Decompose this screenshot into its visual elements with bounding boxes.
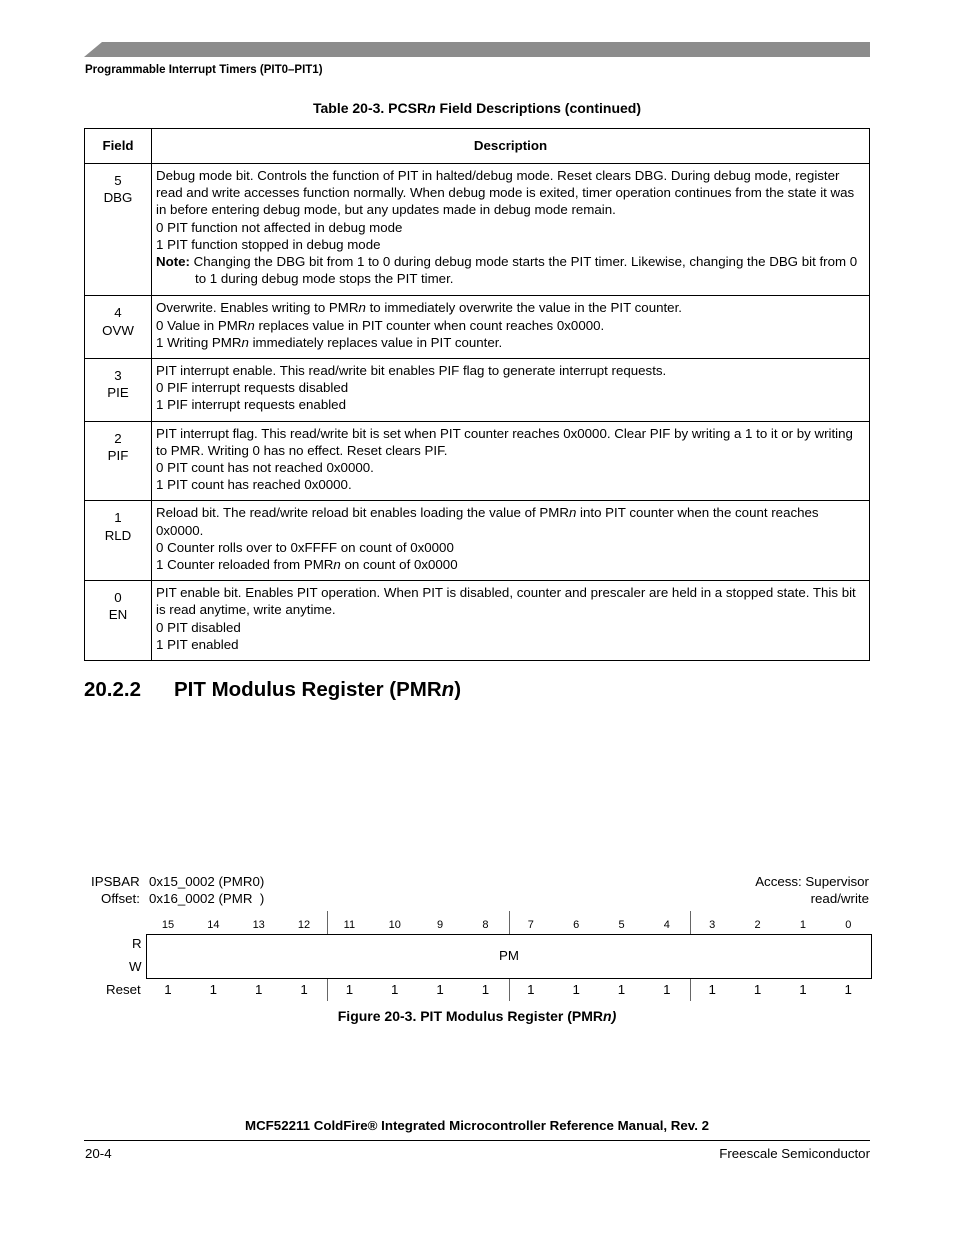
address-label-offset: Offset:: [101, 891, 140, 906]
bit-number-label: 5: [618, 919, 625, 931]
field-cell: [85, 501, 152, 581]
table-row: [85, 501, 870, 581]
address-value-pmr0: 0x15_0002 (PMR0): [149, 874, 265, 889]
address-label-ipsbar: IPSBAR: [91, 874, 140, 889]
bit-number-label: 11: [343, 919, 356, 931]
description-column-header: Description: [152, 129, 870, 164]
description-text: Debug mode bit. Controls the function of PIT in halted/debug mode. Reset clears DBG. During debug mode, register read and write accesses function normally. When debug mode is exited, timer operation continues from the state it was in before entering debug mode, but any updates made in debug mode remain.: [156, 168, 855, 218]
figure-caption-text: Figure 20-3. PIT Modulus Register (PMR: [337, 1008, 604, 1024]
access-line2: read/write: [810, 891, 869, 906]
table-title-prefix: Table 20-3. PCSR: [312, 100, 428, 116]
section-heading: [84, 678, 461, 702]
table-row: [85, 581, 870, 661]
bit-number: 1: [114, 510, 122, 526]
bit-number-label: 10: [388, 919, 401, 931]
field-name: DBG: [103, 190, 133, 206]
field-description-table: [84, 128, 870, 661]
note-label: Note:: [156, 254, 190, 270]
bit-number: 0: [114, 590, 122, 606]
field-name: PIE: [107, 385, 129, 401]
value-line: 0 PIT disabled: [156, 619, 241, 635]
bit-number-label: 1: [799, 919, 806, 931]
value-line: [156, 556, 863, 573]
reset-value: 1: [300, 982, 308, 997]
bit-number-label: 4: [663, 919, 670, 931]
description-cell: [152, 164, 870, 296]
description-cell: [152, 359, 870, 422]
table-row: [85, 359, 870, 422]
bit-number: 5: [114, 173, 122, 188]
pm-field-label: PM: [499, 948, 519, 963]
text-part: 1 Writing PMR: [156, 334, 242, 350]
text-var: n: [333, 557, 341, 573]
description-text: [156, 299, 863, 316]
table-title: [0, 100, 954, 116]
table-row: [85, 296, 870, 359]
figure-caption-var: n: [603, 1008, 612, 1024]
section-title-end: ): [454, 678, 462, 701]
reset-value: 1: [164, 982, 172, 997]
text-part: to immediately overwrite the value in the PIT counter.: [365, 300, 682, 316]
header-banner: [84, 42, 870, 57]
field-cell: [85, 421, 152, 501]
description-cell: [152, 581, 870, 661]
bit-number: 2: [114, 430, 122, 446]
reset-label: Reset: [106, 982, 141, 997]
value-line: 0 PIF interrupt requests disabled: [156, 380, 349, 396]
text-part: on count of 0x0000: [340, 557, 458, 573]
bit-number-label: 8: [482, 919, 489, 931]
figure-caption: [0, 1008, 954, 1024]
bit-number-label: 2: [754, 919, 761, 931]
note-text: Changing the DBG bit from 1 to 0 during debug mode starts the PIT timer. Likewise, changing the DBG bit from 0 to 1 during debug mode stops the PIT timer.: [189, 254, 858, 287]
bit-number: 3: [114, 368, 122, 384]
footer-title: MCF52211 ColdFire® Integrated Microcontroller Reference Manual, Rev. 2: [245, 1118, 709, 1133]
bit-number-label: 12: [297, 919, 311, 931]
address-value-pmr1: 0x16_0002 (PMR ): [149, 891, 265, 906]
company-name: Freescale Semiconductor: [719, 1146, 870, 1161]
value-line: 0 Counter rolls over to 0xFFFF on count of 0x0000: [156, 539, 454, 555]
bit-number-label: 0: [845, 919, 852, 931]
field-name: EN: [108, 607, 128, 623]
description-cell: [152, 421, 870, 501]
reset-value: 1: [572, 982, 580, 997]
text-var: n: [241, 334, 249, 350]
bit-number-label: 14: [207, 919, 220, 931]
description-text: PIT interrupt enable. This read/write bit enables PIF flag to generate interrupt requests.: [156, 363, 667, 379]
field-cell: [85, 296, 152, 359]
section-title-var: n: [441, 678, 455, 701]
text-part: 0 Value in PMR: [156, 317, 248, 333]
value-line: 1 PIF interrupt requests enabled: [156, 397, 346, 413]
reset-value: 1: [391, 982, 399, 997]
bit-number-label: 15: [161, 919, 175, 931]
nibble-divider: [327, 979, 328, 1001]
description-cell: [152, 501, 870, 581]
bit-number-label: 6: [573, 919, 580, 931]
nibble-divider: [690, 979, 691, 1001]
reset-value: 1: [345, 982, 354, 997]
value-line: 1 PIT count has reached 0x0000.: [156, 477, 352, 493]
field-name: RLD: [104, 527, 132, 543]
reset-value: 1: [663, 982, 671, 997]
nibble-divider: [327, 911, 328, 934]
pm-field-box: [146, 934, 872, 979]
value-line: 1 PIT enabled: [156, 636, 239, 652]
reset-value: 1: [436, 982, 444, 997]
nibble-divider: [509, 979, 510, 1001]
description-text: PIT interrupt flag. This read/write bit is set when PIT counter reaches 0x0000. Clear PIF by writing a 1 to it or by writing to PMR. Writing 0 has no effect. Reset clears PIF.: [156, 425, 853, 458]
text-part: into PIT counter when the count reaches 0x0000.: [156, 505, 819, 538]
field-cell: [85, 581, 152, 661]
field-name: PIF: [107, 447, 129, 463]
bit-number-label: 9: [437, 919, 444, 931]
note: [156, 253, 863, 287]
text-part: replaces value in PIT counter when count reaches 0x0000.: [254, 317, 605, 333]
text-var: n: [568, 505, 577, 521]
reset-value: 1: [844, 982, 852, 997]
value-line: [156, 334, 863, 351]
reset-value: 1: [209, 982, 218, 997]
value-line: 0 PIT function not affected in debug mode: [156, 219, 403, 235]
row-label-write: W: [129, 959, 142, 974]
section-title: PIT Modulus Register (PMR: [174, 678, 442, 701]
page-number: 20-4: [85, 1146, 112, 1161]
value-line: [156, 317, 863, 334]
table-header-row: [85, 129, 870, 164]
description-text: PIT enable bit. Enables PIT operation. When PIT is disabled, counter and prescaler are held in a stopped state. This bit is read anytime, write anytime.: [156, 585, 856, 618]
text-part: Reload bit. The read/write reload bit enables loading the value of PMR: [156, 505, 569, 521]
field-name: OVW: [102, 322, 134, 338]
nibble-divider: [509, 911, 510, 934]
value-line: 1 PIT function stopped in debug mode: [156, 236, 381, 252]
section-number: 20.2.2: [84, 678, 141, 701]
bit-number: 4: [114, 305, 122, 321]
reset-value: 1: [481, 982, 490, 997]
nibble-divider: [690, 911, 691, 934]
text-var: n: [358, 300, 366, 316]
description-cell: [152, 296, 870, 359]
bit-number-label: 7: [527, 919, 534, 931]
text-part: immediately replaces value in PIT counter.: [248, 334, 503, 350]
access-line1: Access: Supervisor: [755, 874, 869, 889]
table-title-var: n: [427, 100, 436, 116]
reset-value: 1: [254, 982, 263, 997]
bit-number-label: 13: [252, 919, 265, 931]
field-cell: [85, 359, 152, 422]
running-header: Programmable Interrupt Timers (PIT0–PIT1): [85, 64, 323, 76]
reset-value: 1: [753, 982, 762, 997]
footer-rule: [84, 1140, 870, 1141]
text-part: Overwrite. Enables writing to PMR: [156, 300, 359, 316]
table-row: [85, 164, 870, 296]
reset-value: 1: [708, 982, 716, 997]
field-column-header: Field: [85, 129, 152, 164]
description-text: [156, 504, 863, 538]
value-line: 0 PIT count has not reached 0x0000.: [156, 460, 374, 476]
bit-number-label: 3: [709, 919, 716, 931]
reset-value: 1: [527, 982, 535, 997]
figure-caption-end: ): [611, 1008, 617, 1024]
reset-value: 1: [799, 982, 807, 997]
field-cell: [85, 164, 152, 296]
table-title-suffix: Field Descriptions (continued): [435, 100, 642, 116]
text-var: n: [247, 317, 255, 333]
reset-value: 1: [617, 982, 626, 997]
text-part: 1 Counter reloaded from PMR: [156, 557, 334, 573]
row-label-read: R: [132, 936, 142, 951]
table-row: [85, 421, 870, 501]
